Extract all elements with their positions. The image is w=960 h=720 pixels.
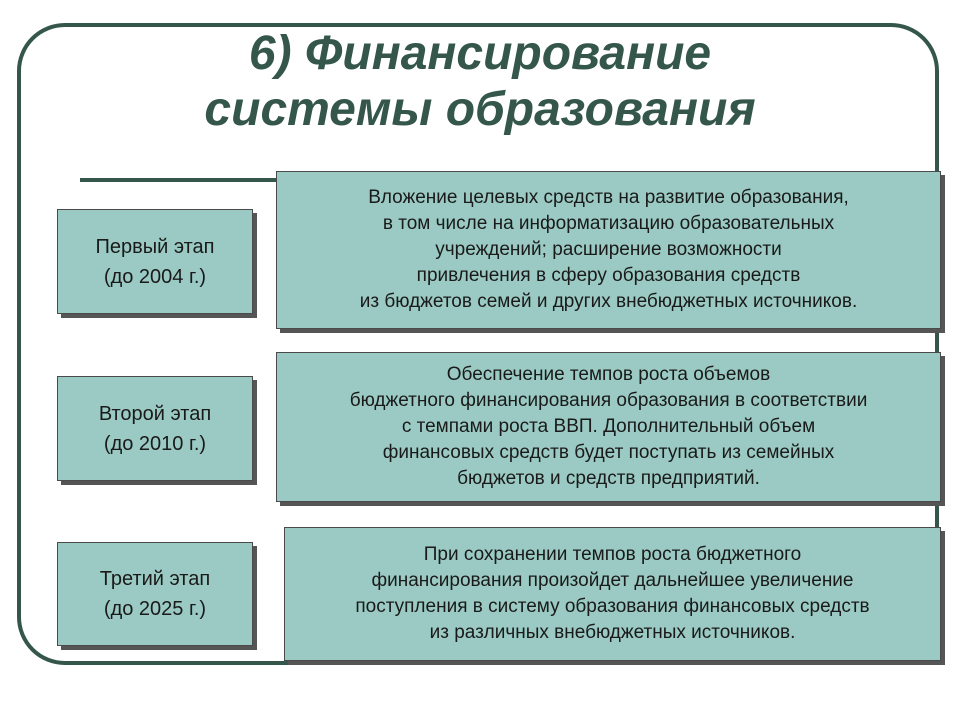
slide-title-line-1: 6) Финансирование <box>248 27 712 80</box>
title-divider <box>80 178 290 182</box>
stage-1-description-line: Вложение целевых средств на развитие образования, <box>368 187 849 208</box>
stage-1-description-line: привлечения в сферу образования средств <box>416 265 801 286</box>
stage-1-label-box <box>57 209 253 314</box>
stage-2-description-line: финансовых средств будет поступать из семейных <box>382 442 835 463</box>
stage-3-label-box <box>57 542 253 646</box>
stage-1-description-line: учреждений; расширение возможности <box>435 239 782 260</box>
stage-2-description-line: с темпами роста ВВП. Дополнительный объем <box>401 416 816 437</box>
stage-2-description-line: бюджетного финансирования образования в соответствии <box>349 390 868 411</box>
stage-3-description-box <box>284 527 941 661</box>
stage-1-period: (до 2004 г.) <box>103 265 207 288</box>
stage-2-period: (до 2010 г.) <box>103 432 207 455</box>
stage-2-label-box <box>57 376 253 481</box>
slide-title-line-2: системы образования <box>204 83 756 136</box>
stage-2-description-box <box>276 352 941 502</box>
stage-2-name: Второй этап <box>98 402 212 425</box>
stage-2-description-line: бюджетов и средств предприятий. <box>457 468 760 489</box>
stage-1-name: Первый этап <box>95 235 215 258</box>
slide-title <box>60 26 900 138</box>
stage-3-description-line: При сохранении темпов роста бюджетного <box>423 544 802 565</box>
stage-1-description-box <box>276 171 941 329</box>
stage-3-period: (до 2025 г.) <box>103 598 207 620</box>
stage-3-description-line: финансирования произойдет дальнейшее увеличение <box>371 570 854 591</box>
stage-3-description-line: поступления в систему образования финансовых средств <box>355 596 870 617</box>
stage-1-description-line: из бюджетов семей и других внебюджетных источников. <box>359 291 858 312</box>
stage-2-description-line: Обеспечение темпов роста объемов <box>446 364 771 385</box>
stage-3-description-line: из различных внебюджетных источников. <box>429 622 796 643</box>
stage-1-description-line: в том числе на информатизацию образовательных <box>382 213 835 234</box>
stage-3-name: Третий этап <box>99 568 211 590</box>
